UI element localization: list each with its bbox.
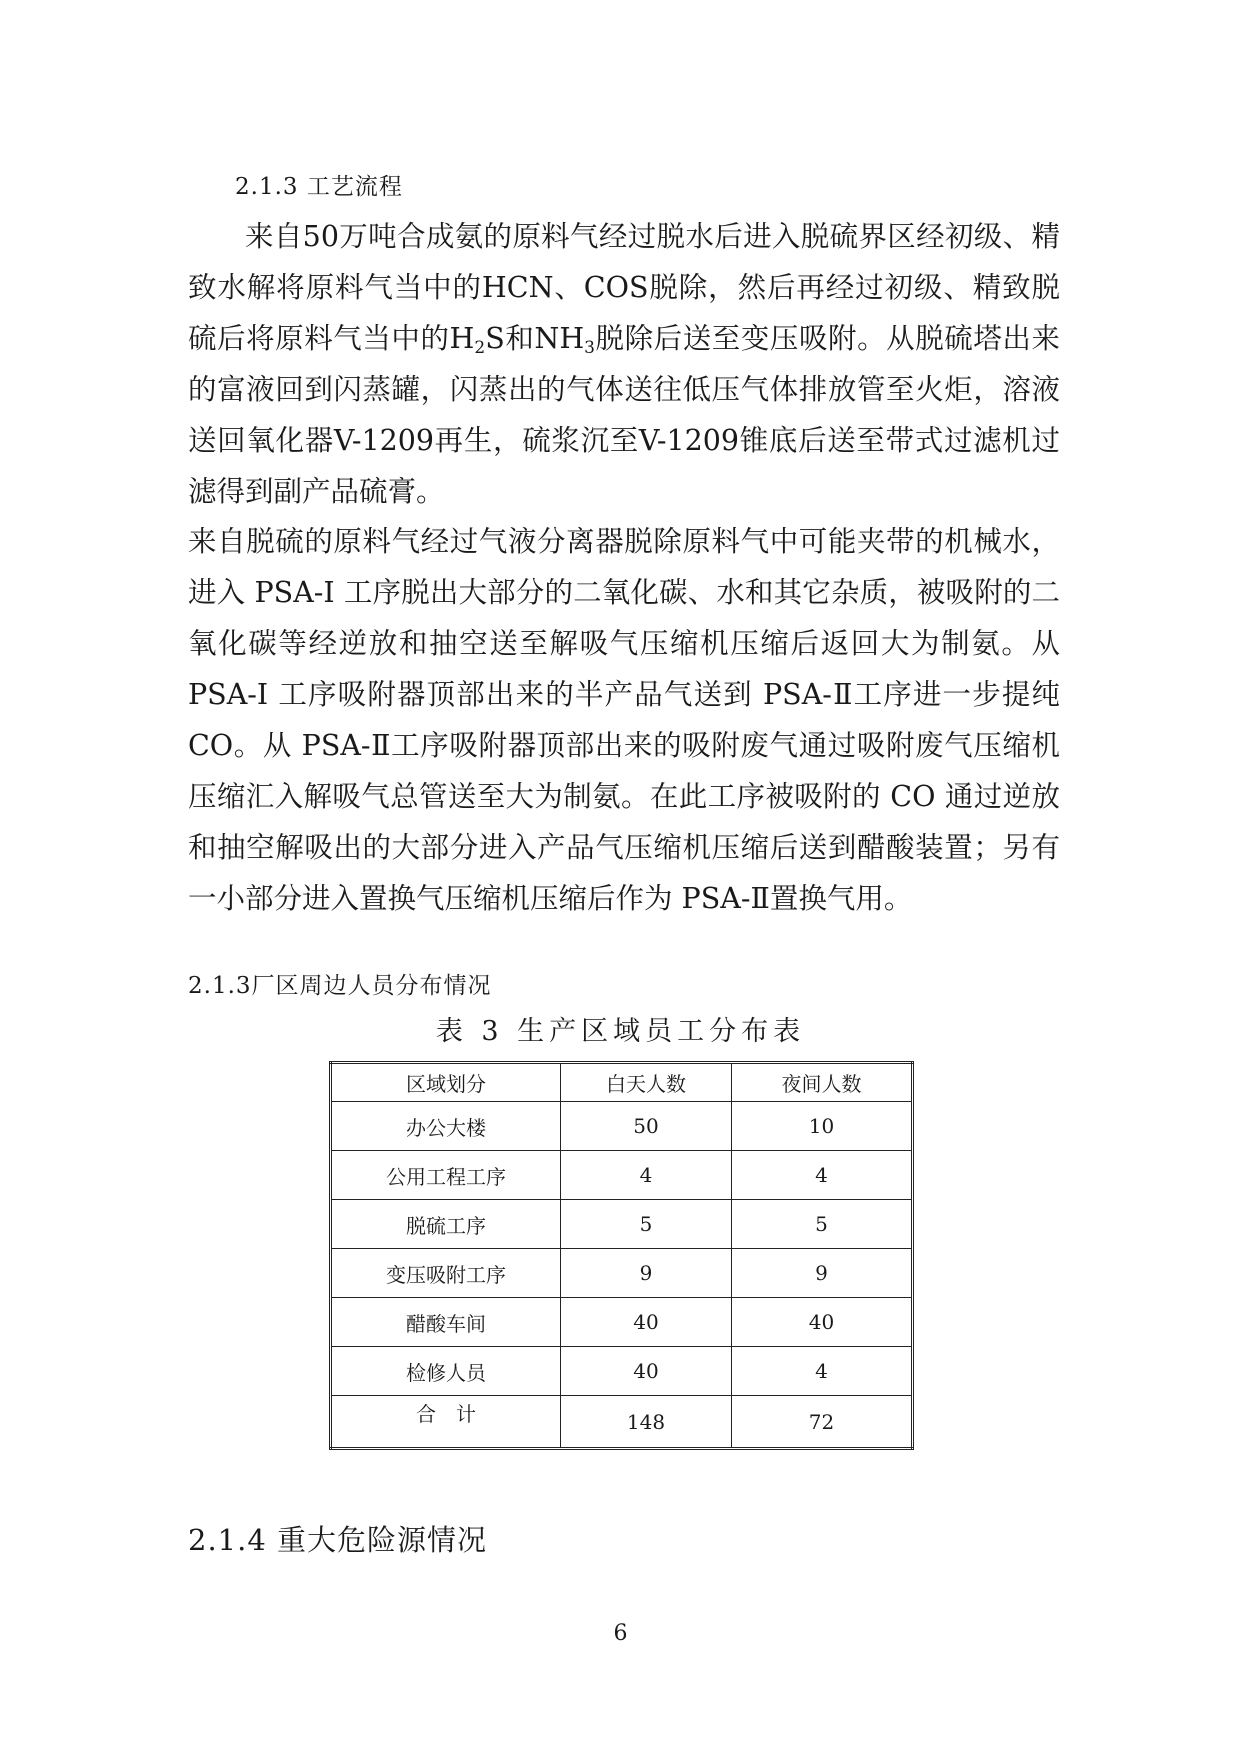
table-cell: 醋酸车间	[331, 1298, 561, 1347]
table-row	[331, 1249, 913, 1298]
table-cell: 10	[732, 1102, 913, 1151]
table-caption: 表 3 生产区域员工分布表	[435, 1016, 806, 1047]
table-cell: 公用工程工序	[331, 1151, 561, 1200]
table-cell: 40	[561, 1347, 732, 1396]
process-flow-paragraph-2: 来自脱硫的原料气经过气液分离器脱除原料气中可能夹带的机械水，进入 PSA-I 工序脱出大部分的二氧化碳、水和其它杂质，被吸附的二氧化碳等经逆放和抽空送至解吸气压缩机压缩后返回大为制氨。从 PSA-I 工序吸附器顶部出来的半产品气送到 PSA-Ⅱ工序进一步提纯 CO。从 PSA-Ⅱ工序吸附器顶部出来的吸附废气通过吸附废气压缩机压缩汇入解吸气总管送至大为制氨。在此工序被吸附的 CO 通过逆放和抽空解吸出的大部分进入产品气压缩机压缩后送到醋酸装置；另有一小部分进入置换气压缩机压缩后作为 PSA-Ⅱ置换气用。	[188, 525, 1060, 915]
subscript-2: 2	[474, 338, 486, 358]
table-cell: 检修人员	[331, 1347, 561, 1396]
table-cell: 9	[732, 1249, 913, 1298]
table-cell: 变压吸附工序	[331, 1249, 561, 1298]
table-cell: 4	[732, 1151, 913, 1200]
table-cell: 40	[561, 1298, 732, 1347]
table-header-cell: 区域划分	[331, 1063, 561, 1102]
table-cell: 4	[561, 1151, 732, 1200]
table-total-cell: 合 计	[331, 1396, 561, 1449]
table-cell: 4	[732, 1347, 913, 1396]
table-cell: 办公大楼	[331, 1102, 561, 1151]
paragraph-1-text-b: S和NH	[485, 322, 585, 355]
paragraph-1-text-a: 来自50万吨合成氨的原料气经过脱水后进入脱硫界区经初级、精致水解将原料气当中的HCN、COS脱除，然后再经过初级、精致脱硫后将原料气当中的H	[188, 220, 1060, 355]
table-row	[331, 1347, 913, 1396]
staff-distribution-table	[329, 1061, 914, 1450]
table-row	[331, 1102, 913, 1151]
table-row	[331, 1151, 913, 1200]
table-body	[331, 1102, 913, 1449]
table-cell: 50	[561, 1102, 732, 1151]
table-row	[331, 1200, 913, 1249]
table-header-cell: 白天人数	[561, 1063, 732, 1102]
table-cell: 脱硫工序	[331, 1200, 561, 1249]
table-header-row	[331, 1063, 913, 1102]
table-row	[331, 1298, 913, 1347]
paragraph-1-text-c: 脱除后送至变压吸附。从脱硫塔出来的富液回到闪蒸罐，闪蒸出的气体送往低压气体排放管至火炬，溶液送回氧化器V-1209再生，硫浆沉至V-1209锥底后送至带式过滤机过滤得到副产品硫膏。	[188, 322, 1060, 508]
table-total-row	[331, 1396, 913, 1449]
table-total-cell: 148	[561, 1396, 732, 1449]
page-number: 6	[613, 1621, 628, 1646]
table-total-cell: 72	[732, 1396, 913, 1449]
section-heading-major-hazards: 2.1.4 重大危险源情况	[188, 1523, 488, 1557]
table-cell: 5	[561, 1200, 732, 1249]
table-header-cell: 夜间人数	[732, 1063, 913, 1102]
section-heading-process-flow: 2.1.3 工艺流程	[235, 174, 403, 200]
process-flow-paragraph-1	[188, 211, 1060, 517]
section-heading-staff-distribution: 2.1.3厂区周边人员分布情况	[188, 973, 492, 999]
table-cell: 40	[732, 1298, 913, 1347]
table-cell: 9	[561, 1249, 732, 1298]
subscript-3: 3	[584, 338, 595, 358]
table-cell: 5	[732, 1200, 913, 1249]
